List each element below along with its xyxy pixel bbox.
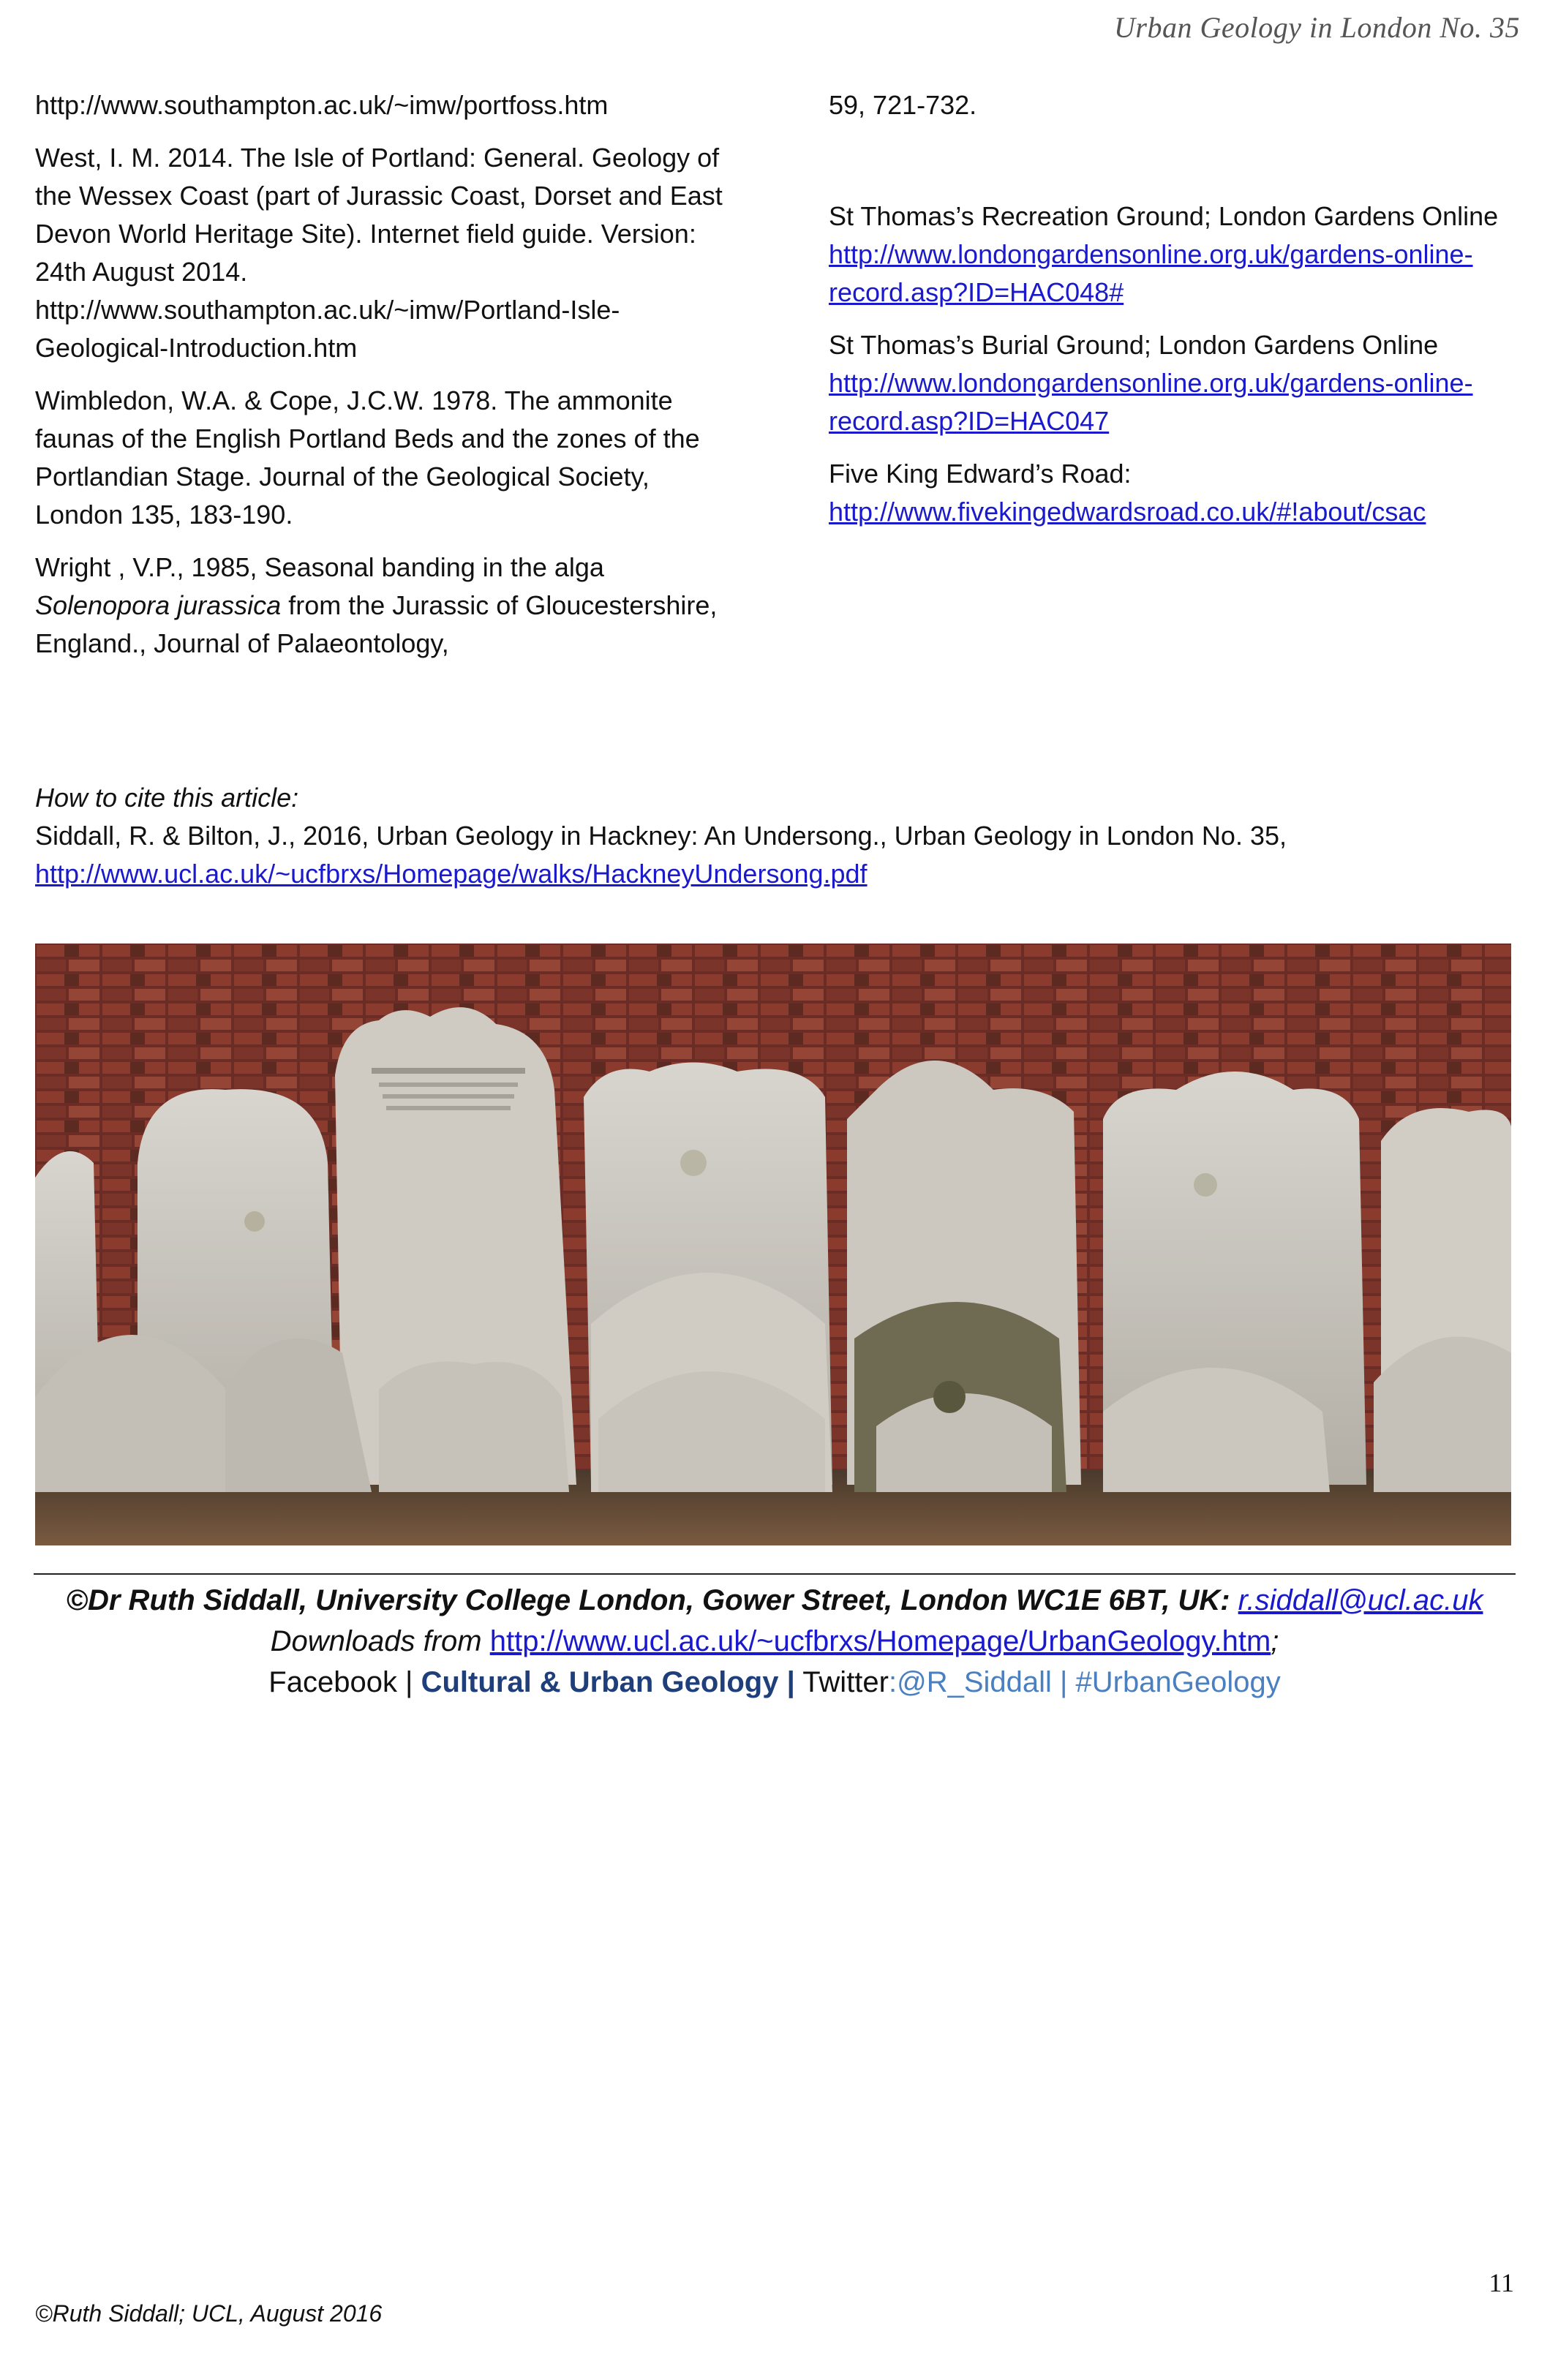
reference-text: Wright , V.P., 1985, Seasonal banding in the alga [35,552,604,582]
footer-copyright-line [34,1580,1516,1621]
footer-divider [34,1573,1516,1575]
citation-link[interactable]: http://www.ucl.ac.uk/~ucfbrxs/Homepage/walks/HackneyUndersong.pdf [35,859,868,889]
references-left-column [35,86,723,677]
facebook-label: Facebook | [268,1666,421,1698]
footer-social-line [34,1662,1516,1703]
downloads-label: Downloads from [270,1625,490,1657]
bottom-credit: ©Ruth Siddall; UCL, August 2016 [35,2300,383,2327]
reference-item [35,382,723,534]
facebook-page-link[interactable]: Cultural & Urban Geology | [421,1666,795,1698]
reference-url[interactable]: http://www.southampton.ac.uk/~imw/portfoss.htm [35,90,609,120]
downloads-link[interactable]: http://www.ucl.ac.uk/~ucfbrxs/Homepage/UrbanGeology.htm [489,1625,1271,1657]
reference-item [35,139,723,367]
reference-text: 59, 721-732. [829,90,977,120]
downloads-suffix: ; [1271,1625,1279,1657]
reference-item [35,549,723,663]
running-header: Urban Geology in London No. 35 [1114,11,1520,44]
reference-item [829,326,1531,440]
citation-heading: How to cite this article: [35,783,299,813]
reference-item [829,197,1531,312]
citation-text: Siddall, R. & Bilton, J., 2016, Urban Geology in Hackney: An Undersong., Urban Geology in London No. 35, [35,821,1287,851]
copyright-text: ©Dr Ruth Siddall, University College London, Gower Street, London WC1E 6BT, UK: [66,1584,1238,1616]
reference-url[interactable]: http://www.southampton.ac.uk/~imw/Portland-Isle-Geological-Introduction.htm [35,295,620,363]
reference-link[interactable]: http://www.londongardensonline.org.uk/gardens-online-record.asp?ID=HAC048# [829,239,1473,307]
page-number: 11 [1489,2268,1514,2297]
footer [34,1580,1516,1703]
reference-item [829,455,1531,531]
gravestones-photo [35,944,1511,1545]
reference-link[interactable]: http://www.londongardensonline.org.uk/gardens-online-record.asp?ID=HAC047 [829,368,1473,436]
reference-text: from the Jurassic of Gloucestershire, England., Journal of Palaeontology, [35,590,718,658]
twitter-label: Twitter [794,1666,889,1698]
email-link[interactable]: r.siddall@ucl.ac.uk [1238,1584,1483,1616]
reference-item [35,86,723,124]
footer-downloads-line [34,1621,1516,1662]
reference-continuation [829,86,1531,124]
twitter-handle-link[interactable]: :@R_Siddall | #UrbanGeology [888,1666,1281,1698]
references-right-column [829,86,1531,546]
citation-block [35,779,1527,893]
reference-text: Wimbledon, W.A. & Cope, J.C.W. 1978. The ammonite faunas of the English Portland Beds and the zones of the Portlandian Stage. Journal of the Geological Society, London 135, 183-190. [35,385,700,530]
reference-link[interactable]: http://www.fivekingedwardsroad.co.uk/#!about/csac [829,497,1426,527]
reference-text: St Thomas’s Burial Ground; London Gardens Online [829,330,1439,360]
reference-text: St Thomas’s Recreation Ground; London Gardens Online [829,201,1499,231]
reference-text: West, I. M. 2014. The Isle of Portland: General. Geology of the Wessex Coast (part of Jurassic Coast, Dorset and East Devon World Heritage Site). Internet field guide. Version: 24th August 2014. [35,143,723,287]
reference-text: Five King Edward’s Road: [829,459,1132,489]
species-name: Solenopora jurassica [35,590,282,620]
